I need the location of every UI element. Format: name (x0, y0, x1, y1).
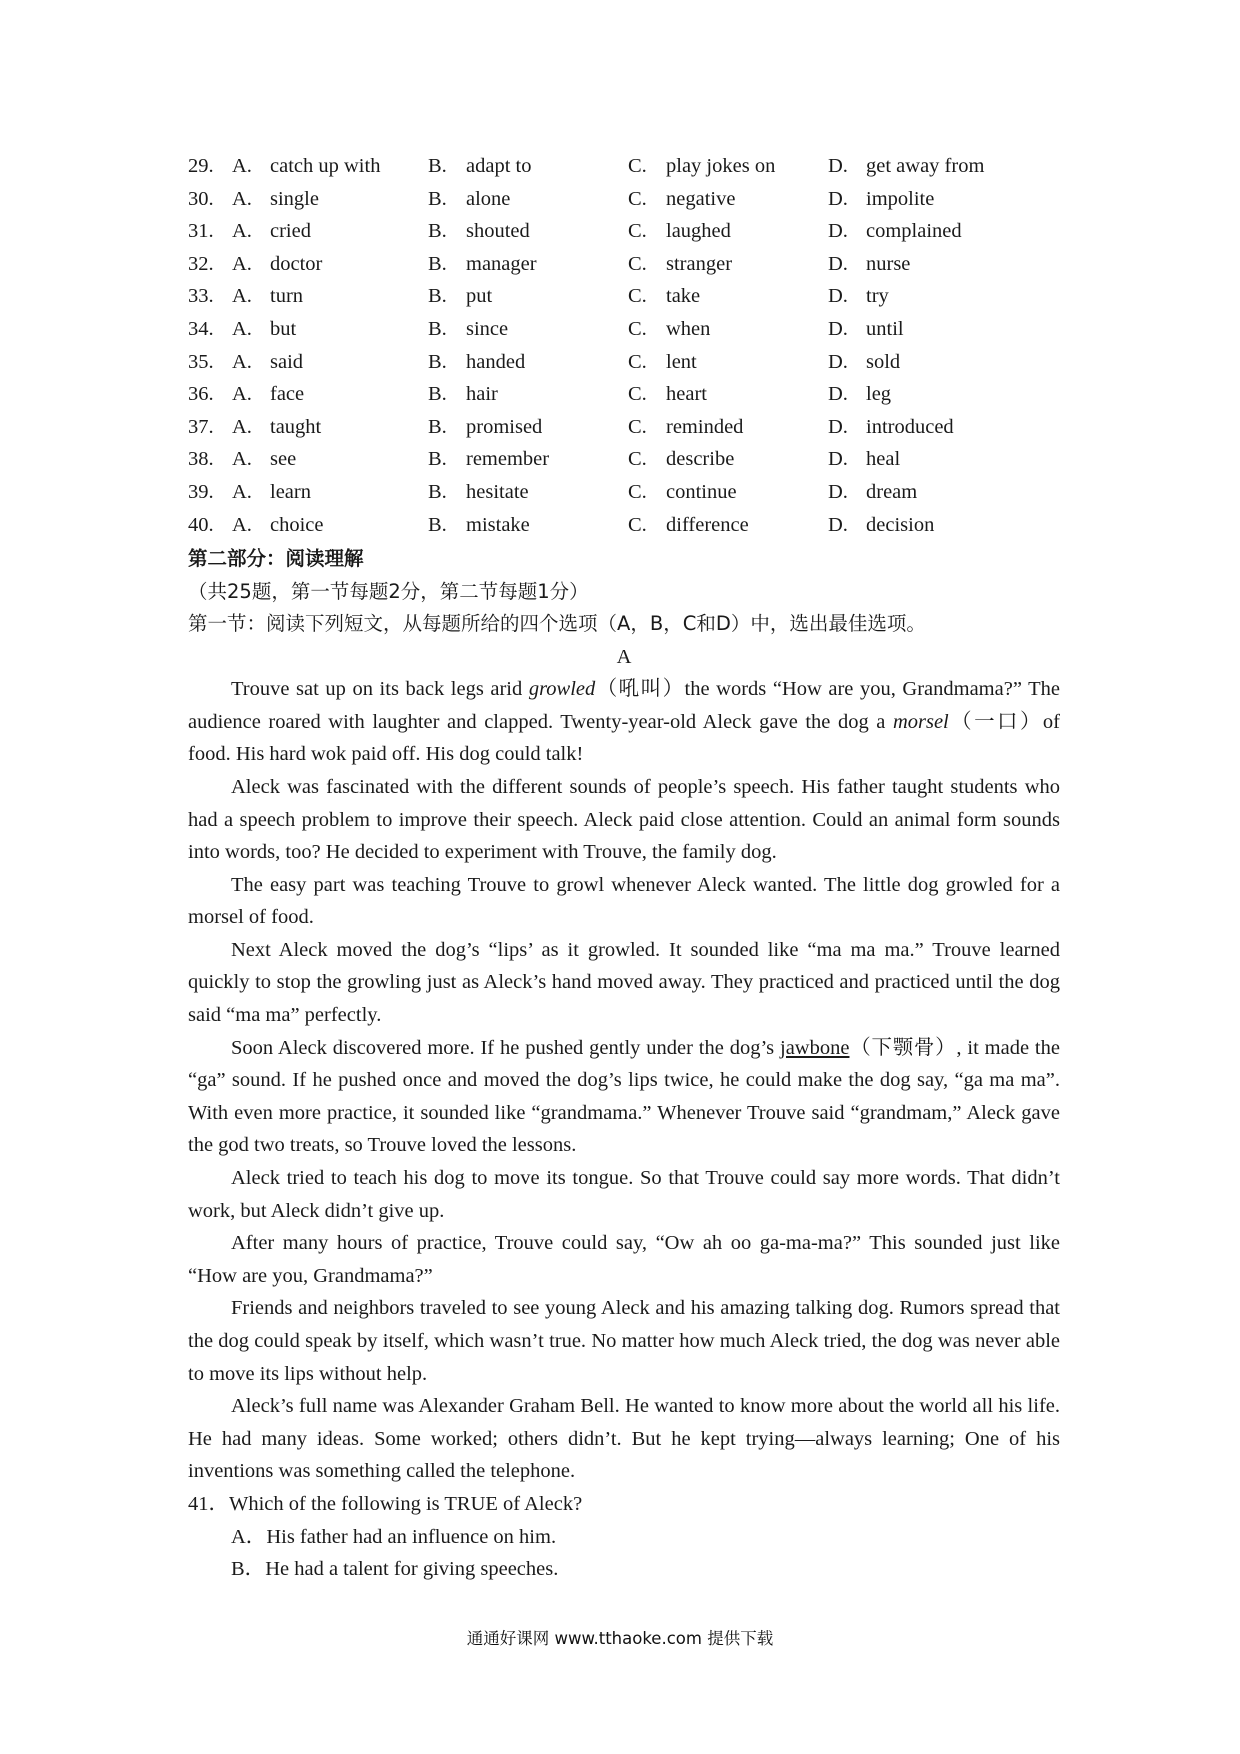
option-letter: A. (232, 350, 252, 373)
option-letter: D. (828, 252, 848, 275)
option-text: turn (270, 285, 304, 308)
option-cell (828, 183, 1060, 216)
option-letter: A. (232, 415, 252, 438)
exam-page (188, 150, 1060, 1586)
option-text: play jokes on (666, 155, 776, 177)
option-cell (428, 150, 628, 183)
option-letter: A. (232, 513, 252, 536)
option-cell (628, 476, 828, 509)
question-number: 31. (188, 220, 214, 243)
option-letter: B. (428, 187, 447, 210)
option-letter: B. (428, 285, 447, 308)
option-cell (188, 150, 428, 183)
section-subtitle: （共25题，第一节每题2分，第二节每题1分） (188, 579, 589, 603)
option-cell (428, 248, 628, 281)
option-letter: D. (828, 350, 848, 373)
page-footer: 通通好课网 www.tthaoke.com 提供下载 (466, 1629, 774, 1648)
option-cell (828, 509, 1060, 542)
option-letter: C. (628, 415, 647, 438)
option-text: taught (270, 415, 322, 438)
option-text: reminded (666, 415, 744, 438)
word-morsel: morsel (892, 710, 949, 733)
question-number: 39. (188, 480, 214, 503)
option-cell (188, 476, 428, 509)
option-cell (428, 346, 628, 379)
option-letter: A. (232, 285, 252, 308)
option-text: try (866, 285, 889, 308)
option-letter: A. (232, 187, 252, 210)
option-letter: C. (628, 285, 647, 308)
option-letter: A. (232, 252, 252, 275)
question-number: 35. (188, 350, 214, 373)
option-letter: C. (628, 480, 647, 503)
option-cell (628, 346, 828, 379)
option-text: alone (466, 187, 511, 210)
option-cell (828, 248, 1060, 281)
option-text: sold (866, 350, 901, 373)
option-letter: A. (232, 480, 252, 503)
option-text: heart (666, 383, 707, 406)
question-number: 34. (188, 317, 214, 340)
option-letter: B. (428, 220, 447, 243)
passage-paragraph-1: Trouve sat up on its back legs arid growled（吼叫）the words “How are you, Grandmama?” The audience roared with laughter and clapped. Twenty-year-old Aleck gave the dog a morsel（一口）of food. His hard wok paid off. His dog could talk! (188, 678, 1061, 766)
option-text: when (666, 317, 711, 340)
option-text: mistake (466, 513, 530, 536)
option-cell (628, 183, 828, 216)
option-letter: C. (628, 383, 647, 406)
option-cell (828, 280, 1060, 313)
option-cell (628, 378, 828, 411)
option-cell (628, 313, 828, 346)
option-cell (628, 150, 828, 183)
option-cell (428, 183, 628, 216)
option-cell (428, 509, 628, 542)
option-letter: D. (828, 415, 848, 438)
option-cell (628, 215, 828, 248)
option-text: learn (270, 480, 311, 503)
option-cell (188, 280, 428, 313)
option-text: introduced (866, 415, 954, 438)
option-text: describe (666, 448, 735, 471)
option-text: manager (466, 252, 537, 275)
cloze-options-table (188, 150, 1060, 541)
option-text: shouted (466, 220, 530, 243)
option-text: remember (466, 448, 550, 471)
option-text: single (270, 187, 319, 210)
option-text: impolite (866, 187, 935, 210)
option-text: complained (866, 220, 962, 243)
option-cell (188, 215, 428, 248)
option-letter: C. (628, 448, 647, 471)
option-letter: B. (428, 155, 447, 177)
option-cell (428, 313, 628, 346)
option-cell (628, 280, 828, 313)
option-text: leg (866, 383, 892, 406)
passage-paragraph-3: The easy part was teaching Trouve to growl whenever Aleck wanted. The little dog growled for a morsel of food. (188, 873, 1060, 929)
option-text: stranger (666, 252, 733, 275)
option-letter: B. (428, 415, 447, 438)
option-text: cried (270, 220, 311, 243)
option-text: hair (466, 383, 498, 406)
option-cell (188, 509, 428, 542)
option-letter: D. (828, 155, 848, 177)
option-letter: D. (828, 448, 848, 471)
option-text: said (270, 350, 304, 373)
option-cell (428, 378, 628, 411)
option-text: since (466, 317, 509, 340)
option-letter: D. (828, 220, 848, 243)
option-text: laughed (666, 220, 731, 243)
option-letter: D. (828, 383, 848, 406)
option-letter: B. (428, 448, 447, 471)
question-text: Which of the following is TRUE of Aleck? (229, 1492, 583, 1515)
option-letter: B. (428, 480, 447, 503)
option-text: difference (666, 513, 749, 536)
option-text: choice (270, 513, 324, 536)
option-cell (188, 346, 428, 379)
option-cell (428, 280, 628, 313)
passage-label: A (616, 645, 632, 668)
question-number: 36. (188, 383, 214, 406)
option-cell (828, 215, 1060, 248)
word-jawbone: jawbone (780, 1036, 850, 1059)
option-cell (188, 248, 428, 281)
option-text: put (466, 285, 493, 308)
option-letter: D. (828, 187, 848, 210)
option-text: negative (666, 187, 736, 210)
passage-paragraph-9: Aleck’s full name was Alexander Graham Bell. He wanted to know more about the world all his life. He had many ideas. Some worked; others didn’t. But he kept trying—always learning; One of his inventions was something called the telephone. (188, 1395, 1060, 1483)
option-letter: B. (428, 383, 447, 406)
option-text: take (666, 285, 701, 308)
option-text: doctor (270, 252, 323, 275)
option-cell (828, 476, 1060, 509)
option-letter: D. (828, 317, 848, 340)
option-text: dream (866, 480, 918, 503)
option-letter: A. (232, 317, 252, 340)
option-cell (188, 313, 428, 346)
question-number: 33. (188, 285, 214, 308)
option-text: nurse (866, 252, 911, 275)
option-text: promised (466, 415, 543, 438)
question-number: 37. (188, 415, 214, 438)
option-text: adapt to (466, 155, 532, 177)
option-text: hesitate (466, 480, 529, 503)
option-cell (828, 411, 1060, 444)
option-letter: C. (628, 252, 647, 275)
question-number: 40. (188, 513, 214, 536)
option-letter: D. (828, 513, 848, 536)
option-cell (428, 476, 628, 509)
question-41 (188, 1488, 1060, 1521)
question-41-choice-a: A．His father had an influence on him. (231, 1525, 557, 1548)
option-letter: C. (628, 350, 647, 373)
question-number: 29. (188, 155, 214, 177)
option-cell (628, 509, 828, 542)
option-letter: C. (628, 155, 647, 177)
option-text: until (866, 317, 904, 340)
question-41-choice-b: B．He had a talent for giving speeches. (231, 1558, 559, 1581)
option-cell (188, 378, 428, 411)
option-letter: C. (628, 187, 647, 210)
option-cell (828, 346, 1060, 379)
option-cell (188, 183, 428, 216)
option-text: decision (866, 513, 935, 536)
option-cell (828, 443, 1060, 476)
option-text: face (270, 383, 305, 406)
option-text: handed (466, 350, 526, 373)
option-letter: D. (828, 285, 848, 308)
option-cell (188, 411, 428, 444)
option-text: see (270, 448, 297, 471)
passage-paragraph-6: Aleck tried to teach his dog to move its tongue. So that Trouve could say more words. That didn’t work, but Aleck didn’t give up. (188, 1167, 1060, 1222)
passage-paragraph-2: Aleck was fascinated with the different sounds of people’s speech. His father taught students who had a speech problem to improve their speech. Aleck paid close attention. Could an animal form sounds into words, too? He decided to experiment with Trouve, the family dog. (188, 775, 1060, 864)
option-cell (828, 378, 1060, 411)
option-letter: C. (628, 513, 647, 536)
option-letter: A. (232, 155, 252, 177)
option-letter: A. (232, 448, 252, 471)
option-text: lent (666, 350, 697, 373)
option-cell (628, 411, 828, 444)
option-letter: D. (828, 480, 848, 503)
option-letter: C. (628, 317, 647, 340)
option-letter: B. (428, 317, 447, 340)
option-text: continue (666, 480, 737, 503)
passage-paragraph-7: After many hours of practice, Trouve could say, “Ow ah oo ga-ma-ma?” This sounded just like “How are you, Grandmama?” (188, 1232, 1060, 1287)
option-cell (628, 248, 828, 281)
option-letter: B. (428, 513, 447, 536)
option-letter: C. (628, 220, 647, 243)
option-cell (628, 443, 828, 476)
option-cell (828, 313, 1060, 346)
option-text: catch up with (270, 155, 381, 177)
passage-paragraph-4: Next Aleck moved the dog’s “lips’ as it growled. It sounded like “ma ma ma.” Trouve learned quickly to stop the growling just as Aleck’s hand moved away. They practiced and practiced until the dog said “ma ma” perfectly. (188, 938, 1060, 1027)
option-text: but (270, 317, 297, 340)
option-cell (428, 443, 628, 476)
question-number: 32. (188, 252, 214, 275)
question-number: 30. (188, 187, 214, 210)
option-text: heal (866, 448, 901, 471)
option-cell (188, 443, 428, 476)
question-number: 38. (188, 448, 214, 471)
option-letter: A. (232, 383, 252, 406)
option-cell (828, 150, 1060, 183)
question-number: 41． (188, 1492, 229, 1515)
section-title: 第二部分：阅读理解 (188, 547, 364, 571)
word-growled: growled (528, 678, 596, 701)
option-text: get away from (866, 155, 985, 177)
option-cell (428, 215, 628, 248)
section-instruction: 第一节：阅读下列短文，从每题所给的四个选项（A，B，C和D）中，选出最佳选项。 (188, 612, 926, 636)
passage-paragraph-5: Soon Aleck discovered more. If he pushed gently under the dog’s jawbone（下颚骨）, it made the “ga” sound. If he pushed once and moved the dog’s lips twice, he could make the dog say, “ga ma ma”. With even more practice, it sounded like “grandmama.” Whenever Trouve said “grandmam,” Aleck gave the god two treats, so Trouve loved the lessons. (188, 1036, 1060, 1157)
option-letter: B. (428, 252, 447, 275)
option-letter: B. (428, 350, 447, 373)
option-cell (428, 411, 628, 444)
passage-paragraph-8: Friends and neighbors traveled to see young Aleck and his amazing talking dog. Rumors spread that the dog could speak by itself, which wasn’t true. No matter how much Aleck tried, the dog was never able to move its lips without help. (188, 1297, 1060, 1385)
option-letter: A. (232, 220, 252, 243)
